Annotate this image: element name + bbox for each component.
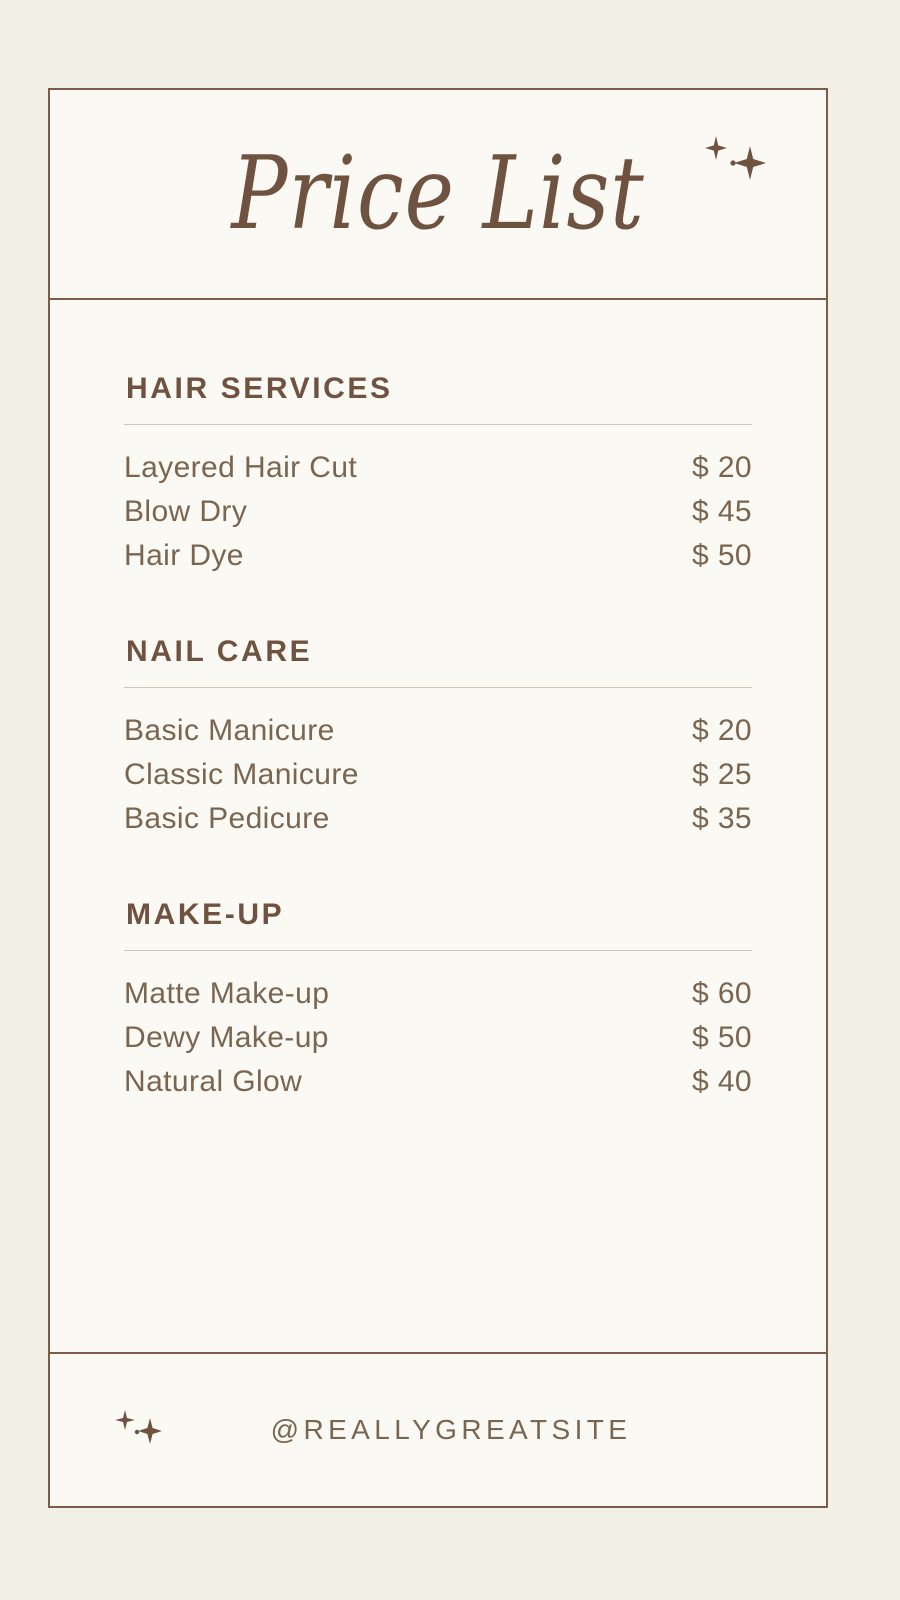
sparkle-icon (112, 1408, 170, 1452)
price-row (124, 451, 752, 485)
section-title: MAKE-UP (126, 898, 285, 931)
price-row (124, 758, 752, 792)
divider (124, 950, 752, 951)
item-price: $ 25 (692, 758, 752, 791)
divider (124, 424, 752, 425)
item-name: Natural Glow (124, 1065, 303, 1098)
item-name: Basic Manicure (124, 714, 335, 747)
section-make-up (124, 898, 752, 1099)
item-name: Dewy Make-up (124, 1021, 329, 1054)
item-price: $ 50 (692, 1021, 752, 1054)
social-handle: @REALLYGREATSITE (270, 1414, 632, 1445)
item-price: $ 35 (692, 802, 752, 835)
price-list-card (48, 88, 828, 1508)
item-price: $ 60 (692, 977, 752, 1010)
section-title: HAIR SERVICES (126, 372, 393, 405)
item-price: $ 45 (692, 495, 752, 528)
item-name: Classic Manicure (124, 758, 359, 791)
item-name: Basic Pedicure (124, 802, 330, 835)
page-title: Price List (231, 135, 645, 253)
price-row (124, 539, 752, 573)
price-row (124, 1065, 752, 1099)
item-name: Layered Hair Cut (124, 451, 358, 484)
sparkle-icon (698, 132, 774, 188)
item-price: $ 20 (692, 714, 752, 747)
item-name: Matte Make-up (124, 977, 330, 1010)
price-row (124, 1021, 752, 1055)
price-row (124, 714, 752, 748)
divider (124, 687, 752, 688)
item-price: $ 50 (692, 539, 752, 572)
price-row (124, 802, 752, 836)
section-title: NAIL CARE (126, 635, 313, 668)
price-row (124, 495, 752, 529)
item-price: $ 20 (692, 451, 752, 484)
item-name: Hair Dye (124, 539, 244, 572)
item-name: Blow Dry (124, 495, 248, 528)
price-sections (50, 300, 826, 1352)
price-row (124, 977, 752, 1011)
card-footer (50, 1352, 826, 1506)
card-header (50, 90, 826, 300)
section-nail-care (124, 635, 752, 836)
item-price: $ 40 (692, 1065, 752, 1098)
section-hair-services (124, 372, 752, 573)
